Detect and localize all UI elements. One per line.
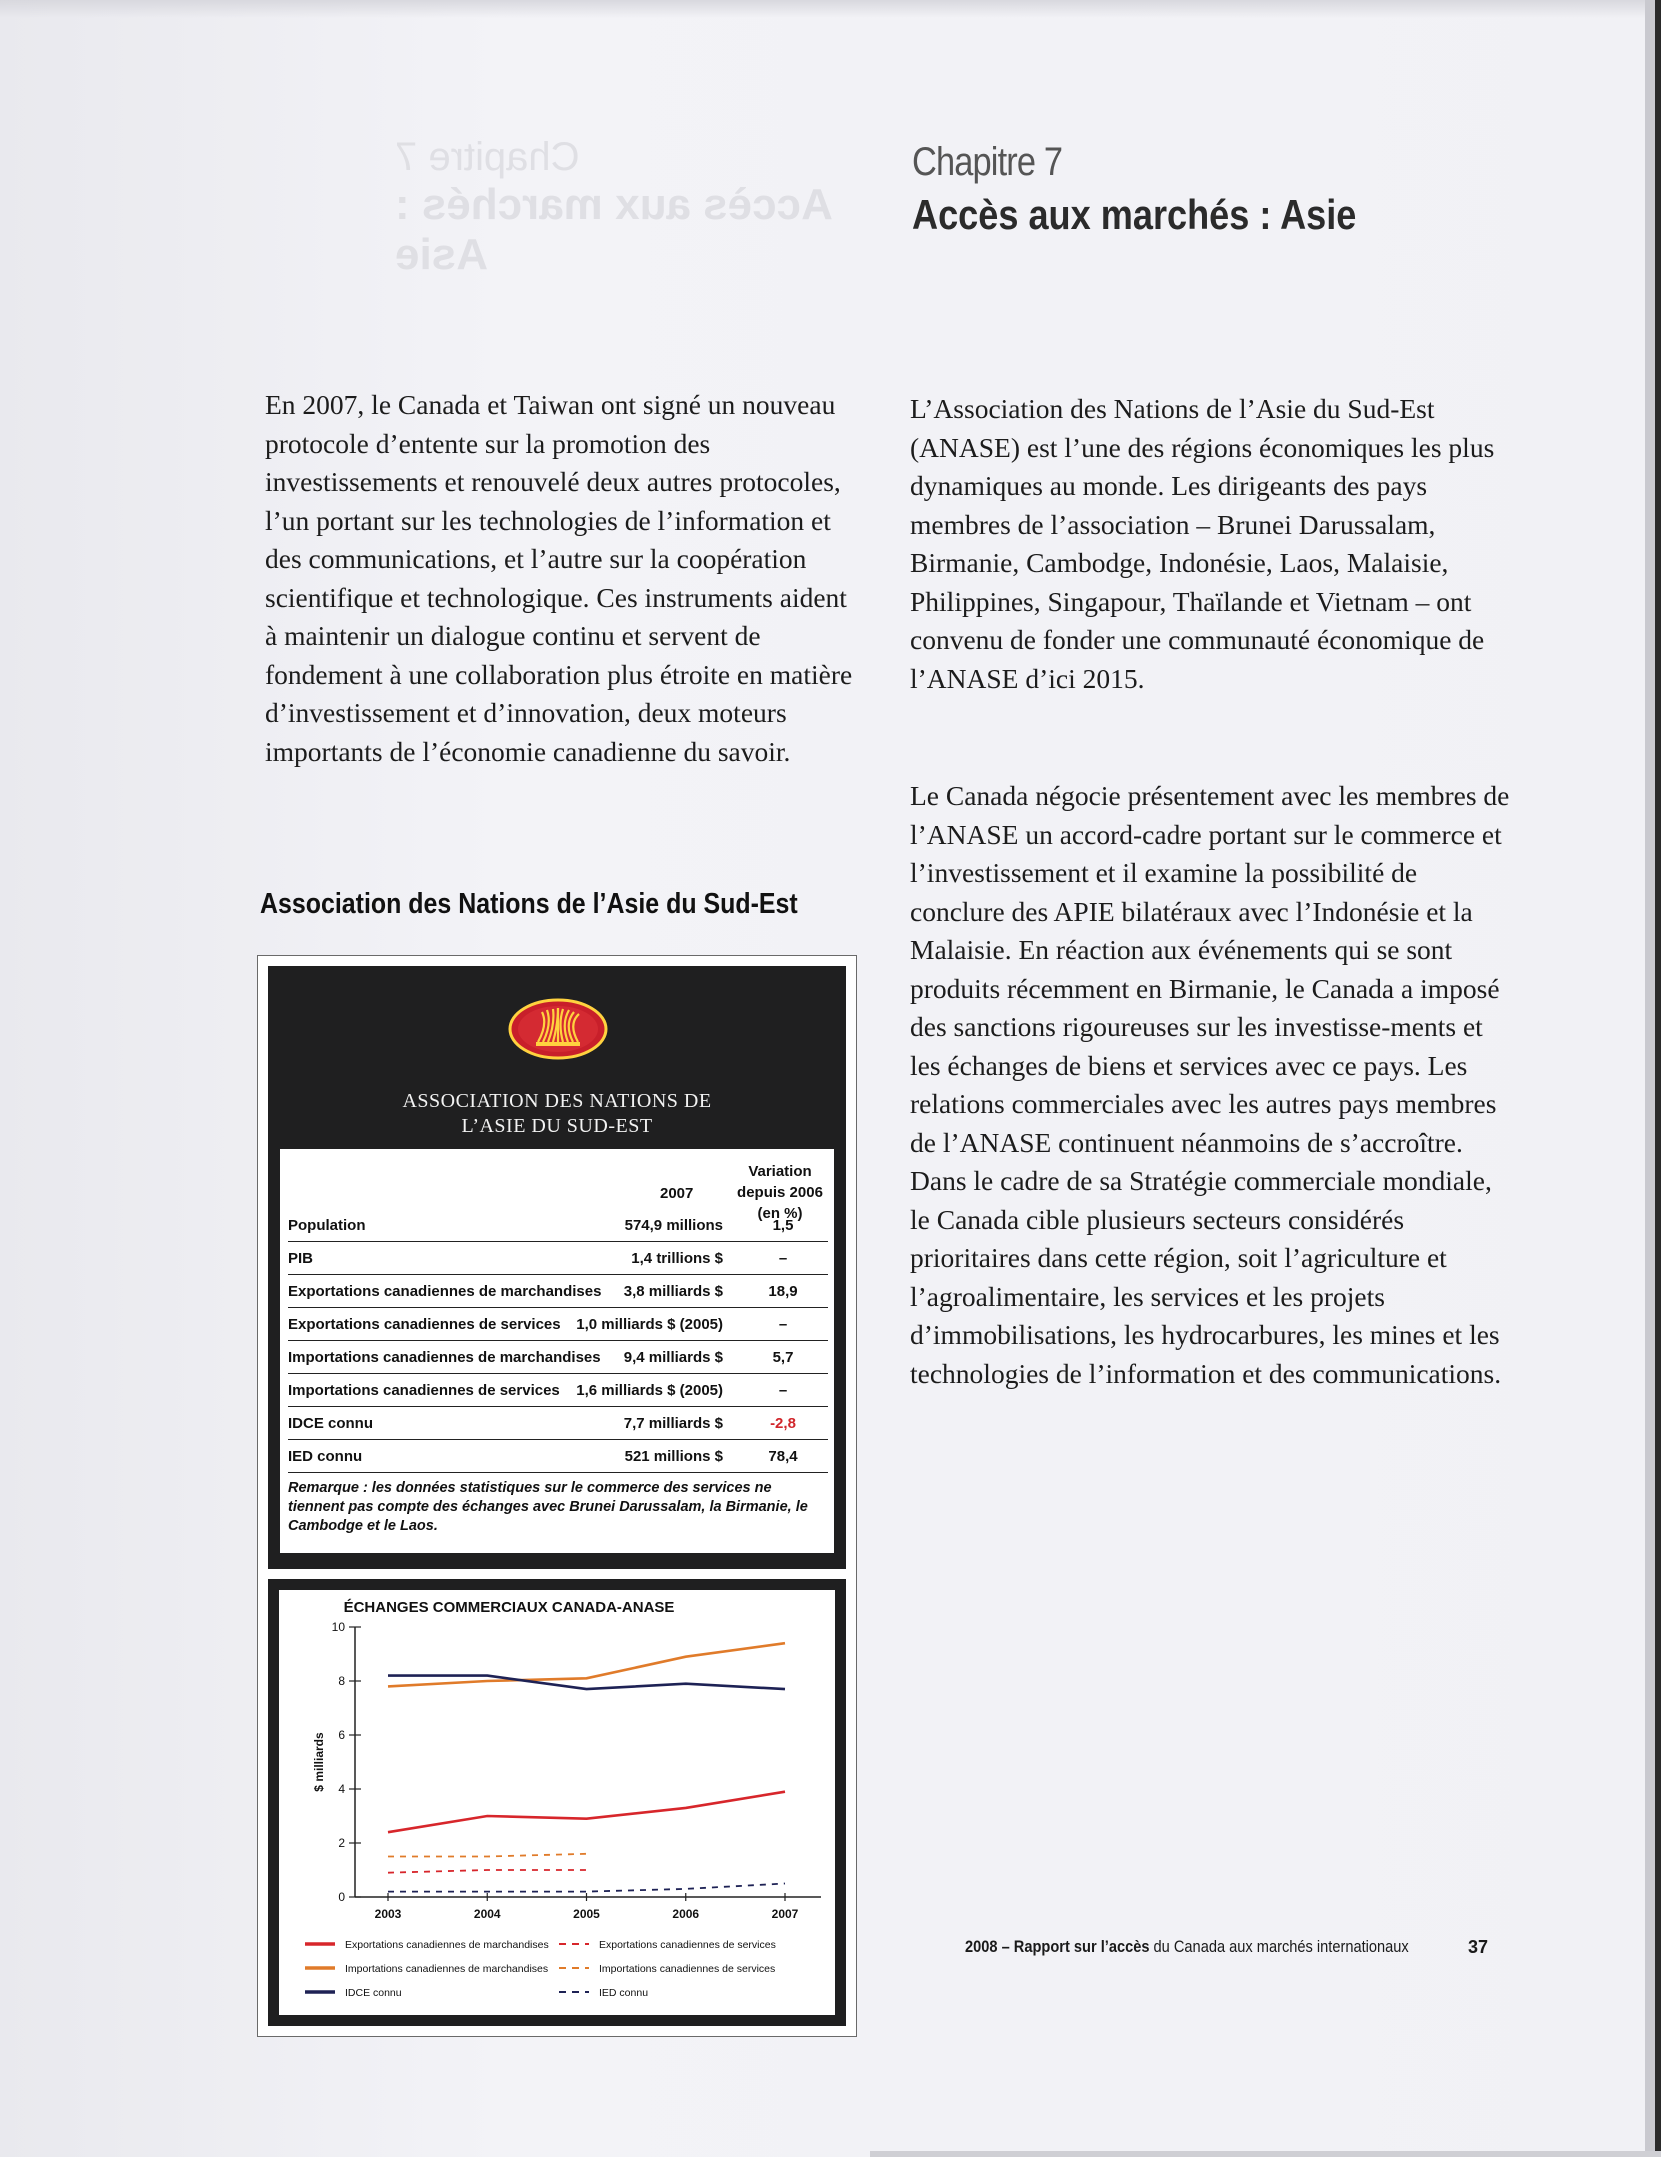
y-axis-label: $ milliards [312, 1732, 326, 1792]
row-label: IDCE connu [288, 1415, 373, 1432]
row-label: IED connu [288, 1448, 363, 1465]
chart-title: ÉCHANGES COMMERCIAUX CANADA-ANASE [343, 1599, 675, 1616]
table-row [288, 1341, 828, 1374]
row-variation: 18,9 [768, 1283, 798, 1300]
row-value: 9,4 milliards $ [623, 1349, 723, 1366]
row-label: Importations canadiennes de marchandises [288, 1349, 601, 1366]
x-tick-label: 2005 [573, 1907, 600, 1921]
series-line [388, 1870, 587, 1873]
row-value: 574,9 millions [624, 1217, 723, 1234]
bleed-through-text [395, 135, 865, 280]
chapter-header [912, 140, 1429, 239]
asean-infobox-frame [257, 955, 857, 2037]
bleed-through-chapter: Chapitre 7 [395, 135, 580, 179]
row-variation: 5,7 [772, 1349, 794, 1366]
series-line [388, 1643, 785, 1686]
chapter-label: Chapitre 7 [912, 140, 1063, 184]
row-value: 7,7 milliards $ [623, 1415, 723, 1432]
section-heading: Association des Nations de l’Asie du Sud-Est [260, 888, 798, 920]
fact-box-title-text: ASSOCIATION DES NATIONS DE L’ASIE DU SUD-EST [402, 1090, 712, 1137]
row-variation: – [778, 1250, 788, 1267]
row-value: 1,4 trillions $ [631, 1250, 723, 1267]
row-value: 1,6 milliards $ (2005) [576, 1382, 723, 1399]
row-value: 1,0 milliards $ (2005) [576, 1316, 723, 1333]
page-number: 37 [1468, 1937, 1489, 1957]
row-value: 521 millions $ [624, 1448, 723, 1465]
row-label: Exportations canadiennes de marchandises [288, 1283, 602, 1300]
row-variation-negative: -2,8 [770, 1415, 796, 1432]
scan-border [1655, 0, 1661, 2157]
asean-logo-icon [508, 998, 608, 1060]
row-variation: 1,5 [772, 1217, 794, 1234]
scan-bottom-edge [870, 2151, 1661, 2157]
page-edge [1645, 0, 1655, 2157]
legend-label: Exportations canadiennes de services [599, 1939, 776, 1951]
trade-chart [279, 1590, 835, 2015]
table-row [288, 1308, 828, 1341]
trade-chart-panel [279, 1590, 835, 2015]
y-tick-label: 0 [338, 1890, 345, 1904]
row-label: Exportations canadiennes de services [288, 1316, 561, 1333]
x-tick-label: 2006 [672, 1907, 700, 1921]
trade-chart-box [268, 1579, 846, 2026]
right-paragraph-2: Le Canada négocie présentement avec les membres de l’ANASE un accord-cadre portant sur le commerce et l’investissement et il examine la possibilité de conclure des APIE bilatéraux avec l’Indonésie et la Malaisie. En réaction aux événements qui se sont produits récemment en Birmanie, le Canada a imposé des sanctions rigoureuses sur les investisse-ments et les échanges de biens et services avec ce pays. Les relations commerciales avec les autres pays membres de l’ANASE continuent néanmoins de s’accroître. Dans le cadre de sa Stratégie commerciale mondiale, le Canada cible plusieurs secteurs considérés prioritaires dans cette région, soit l’agriculture et l’agroalimentaire, les services et les projets d’immobilisations, les hydrocarbures, les mines et les technologies de l’information et des communications. [910, 780, 1510, 1389]
legend-label: Exportations canadiennes de marchandises [345, 1939, 549, 1951]
row-variation: 78,4 [768, 1448, 798, 1465]
stats-note: Remarque : les données statistiques sur le commerce des services ne tiennent pas compte des échanges avec Brunei Darussalam, la Birmanie, le Cambodge et le Laos. [288, 1480, 808, 1534]
right-paragraph-1: L’Association des Nations de l’Asie du Sud-Est (ANASE) est l’une des régions économiques les plus dynamiques au monde. Les dirigeants des pays membres de l’association – Brunei Darussalam, Birmanie, Cambodge, Indonésie, Laos, Malaisie, Philippines, Singapour, Thaïlande et Vietnam – ont convenu de fonder une communauté économique de l’ANASE d’ici 2015. [910, 393, 1495, 694]
legend-label: Importations canadiennes de services [599, 1963, 776, 1975]
y-tick-label: 8 [338, 1674, 345, 1688]
table-row [288, 1275, 828, 1308]
series-line [388, 1854, 587, 1857]
footer-title-bold: 2008 – Rapport sur l’accès [965, 1937, 1150, 1956]
footer-title-regular: du Canada aux marchés internationaux [1149, 1937, 1409, 1956]
page-footer [965, 1937, 1412, 1957]
legend-label: IDCE connu [345, 1987, 402, 1999]
legend-label: Importations canadiennes de marchandises [345, 1963, 549, 1975]
row-value: 3,8 milliards $ [623, 1283, 723, 1300]
y-tick-label: 10 [331, 1620, 345, 1634]
row-variation: – [778, 1316, 788, 1333]
y-tick-label: 2 [338, 1836, 345, 1850]
row-label: Importations canadiennes de services [288, 1382, 560, 1399]
x-tick-label: 2007 [771, 1907, 799, 1921]
column-header-year: 2007 [660, 1185, 694, 1202]
chapter-title: Accès aux marchés : Asie [912, 191, 1357, 238]
table-row [288, 1440, 828, 1473]
table-row [288, 1242, 828, 1275]
row-label: PIB [288, 1250, 314, 1267]
bleed-through-title: Accès aux marchés : Asie [395, 180, 833, 279]
table-row [288, 1209, 828, 1242]
left-paragraph: En 2007, le Canada et Taiwan ont signé un nouveau protocole d’entente sur la promotion des investissements et renouvelé deux autres protocoles, l’un portant sur les technologies de l’information et des communications, et l’autre sur la coopération scientifique et technologique. Ces instruments aident à maintenir un dialogue continu et servent de fondement à une collaboration plus étroite en matière d’investissement et d’innovation, deux moteurs importants de l’économie canadienne du savoir. [265, 389, 853, 767]
page-top-shadow [0, 0, 1661, 18]
y-tick-label: 6 [338, 1728, 345, 1742]
fact-box-title [268, 1089, 846, 1139]
row-label: Population [288, 1217, 366, 1234]
series-line [388, 1884, 785, 1892]
row-variation: – [778, 1382, 788, 1399]
legend-label: IED connu [599, 1987, 649, 1999]
x-tick-label: 2004 [473, 1907, 501, 1921]
table-row [288, 1374, 828, 1407]
stats-table [280, 1149, 834, 1553]
column-header-variation: Variation depuis 2006 (en %) [737, 1163, 823, 1222]
y-tick-label: 4 [338, 1782, 345, 1796]
table-row [288, 1407, 828, 1440]
x-tick-label: 2003 [374, 1907, 402, 1921]
series-line [388, 1792, 785, 1833]
asean-fact-box [268, 966, 846, 1569]
